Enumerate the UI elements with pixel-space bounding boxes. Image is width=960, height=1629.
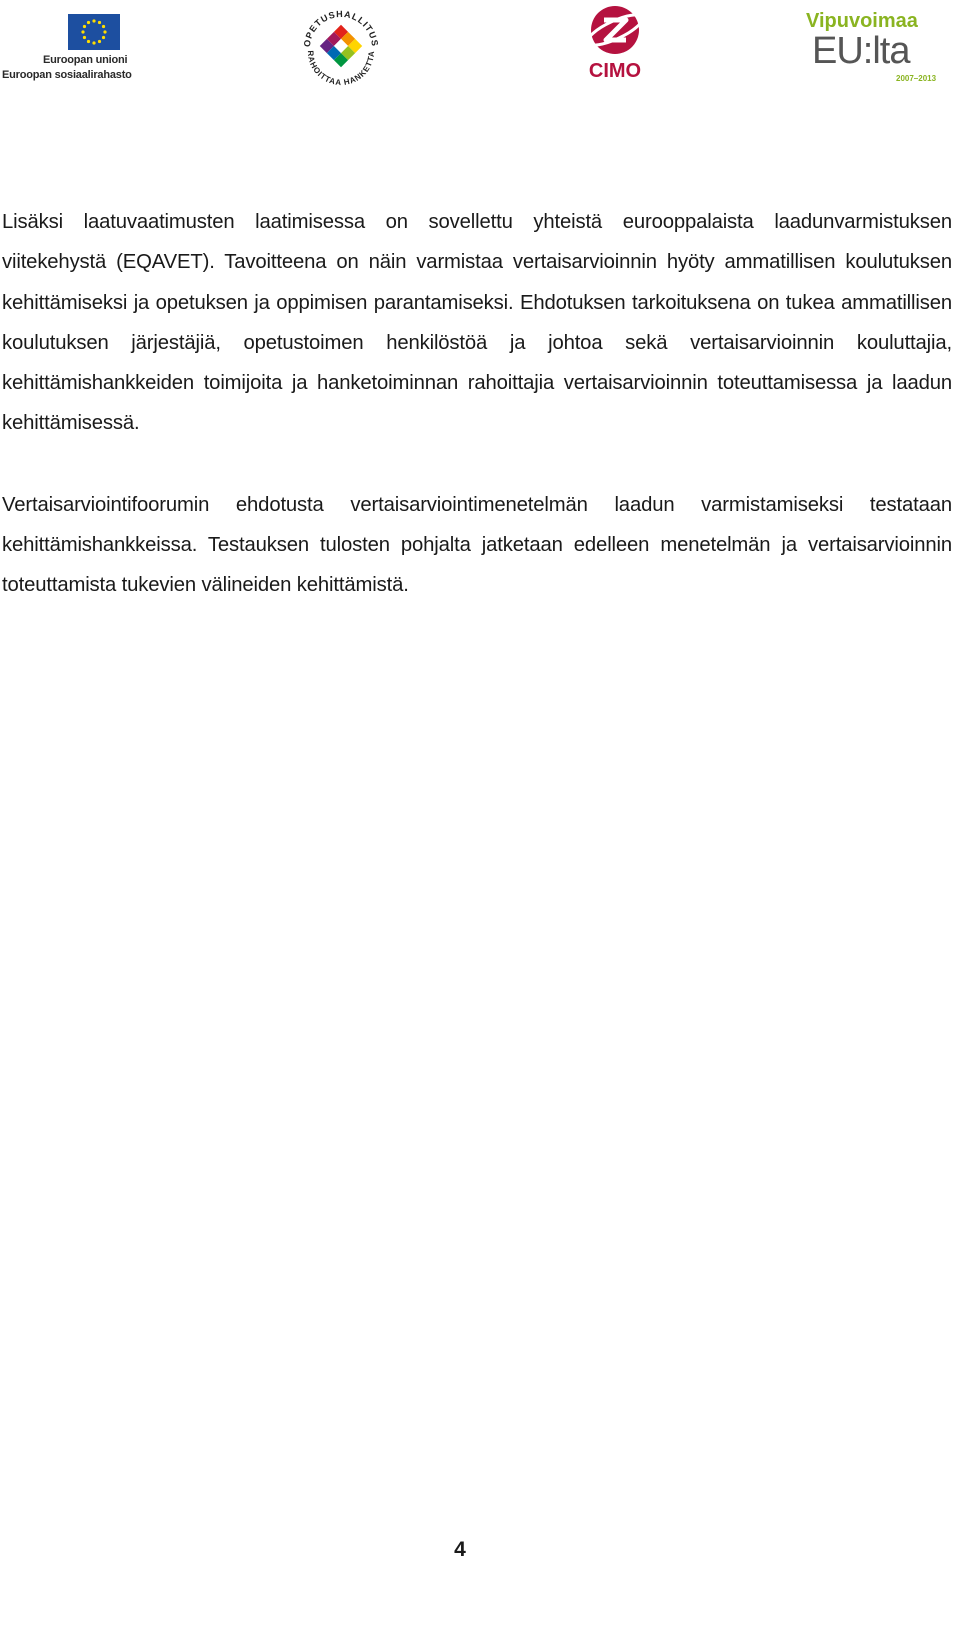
eu-star [103,30,106,33]
eu-star [92,19,95,22]
opetushallitus-seal [298,2,384,88]
oph-top-text: OPETUSHALLITUS [301,8,381,48]
eu-logo-line2: Euroopan sosiaalirahasto [2,69,132,81]
eu-logo [2,14,132,84]
body-text [2,202,952,606]
paragraph-2: Vertaisarviointifoorumin ehdotusta vertaisarviointimenetelmän laadun varmistamiseksi testataan kehittämishankkeissa. Testauksen tulosten pohjalta jatketaan edelleen menetelmän ja vertaisarvioinnin toteuttamista tukevien välineiden kehittämistä. [2,493,952,597]
cimo-emblem-icon [582,4,648,60]
eu-star [83,25,86,28]
vipuvoimaa-logo [806,10,960,84]
eu-star [92,41,95,44]
cimo-logo [582,4,648,84]
eu-star [102,25,105,28]
eu-logo-line1: Euroopan unioni [43,54,128,66]
eu-star [102,36,105,39]
cimo-logo-text: CIMO [588,60,642,82]
eu-star [98,21,101,24]
eu-star [81,30,84,33]
paragraph-1: Lisäksi laatuvaatimusten laatimisessa on sovellettu yhteistä eurooppalaista laadunvarmistuksen viitekehystä (EQAVET). Tavoitteena on näin varmistaa vertaisarvioinnin hyöty ammatillisen koulutuksen kehittämiseksi ja opetuksen ja oppimisen parantamiseksi. Ehdotuksen tarkoituksena on tukea ammatillisen koulutuksen järjestäjiä, opetustoimen henkilöstöä ja johtoa sekä vertaisarvioinnin kouluttajia, kehittämishankkeiden toimijoita ja hanketoiminnan rahoittajia vertaisarvioinnin toteuttamisessa ja laadun kehittämisessä. [2,211,952,435]
eu-star [87,40,90,43]
eu-star [98,40,101,43]
vipu-years: 2007–2013 [896,74,937,83]
oph-bottom-text: RAHOITTAA HANKETTA [305,50,377,88]
page-number: 4 [454,1538,466,1561]
opetushallitus-seal-icon [298,2,384,88]
eu-star [87,21,90,24]
eu-flag-icon [68,14,120,50]
eu-star [83,36,86,39]
vipu-line2: EU:lta [812,30,910,72]
vipu-line1: Vipuvoimaa [806,10,918,32]
logo-header [0,0,960,90]
